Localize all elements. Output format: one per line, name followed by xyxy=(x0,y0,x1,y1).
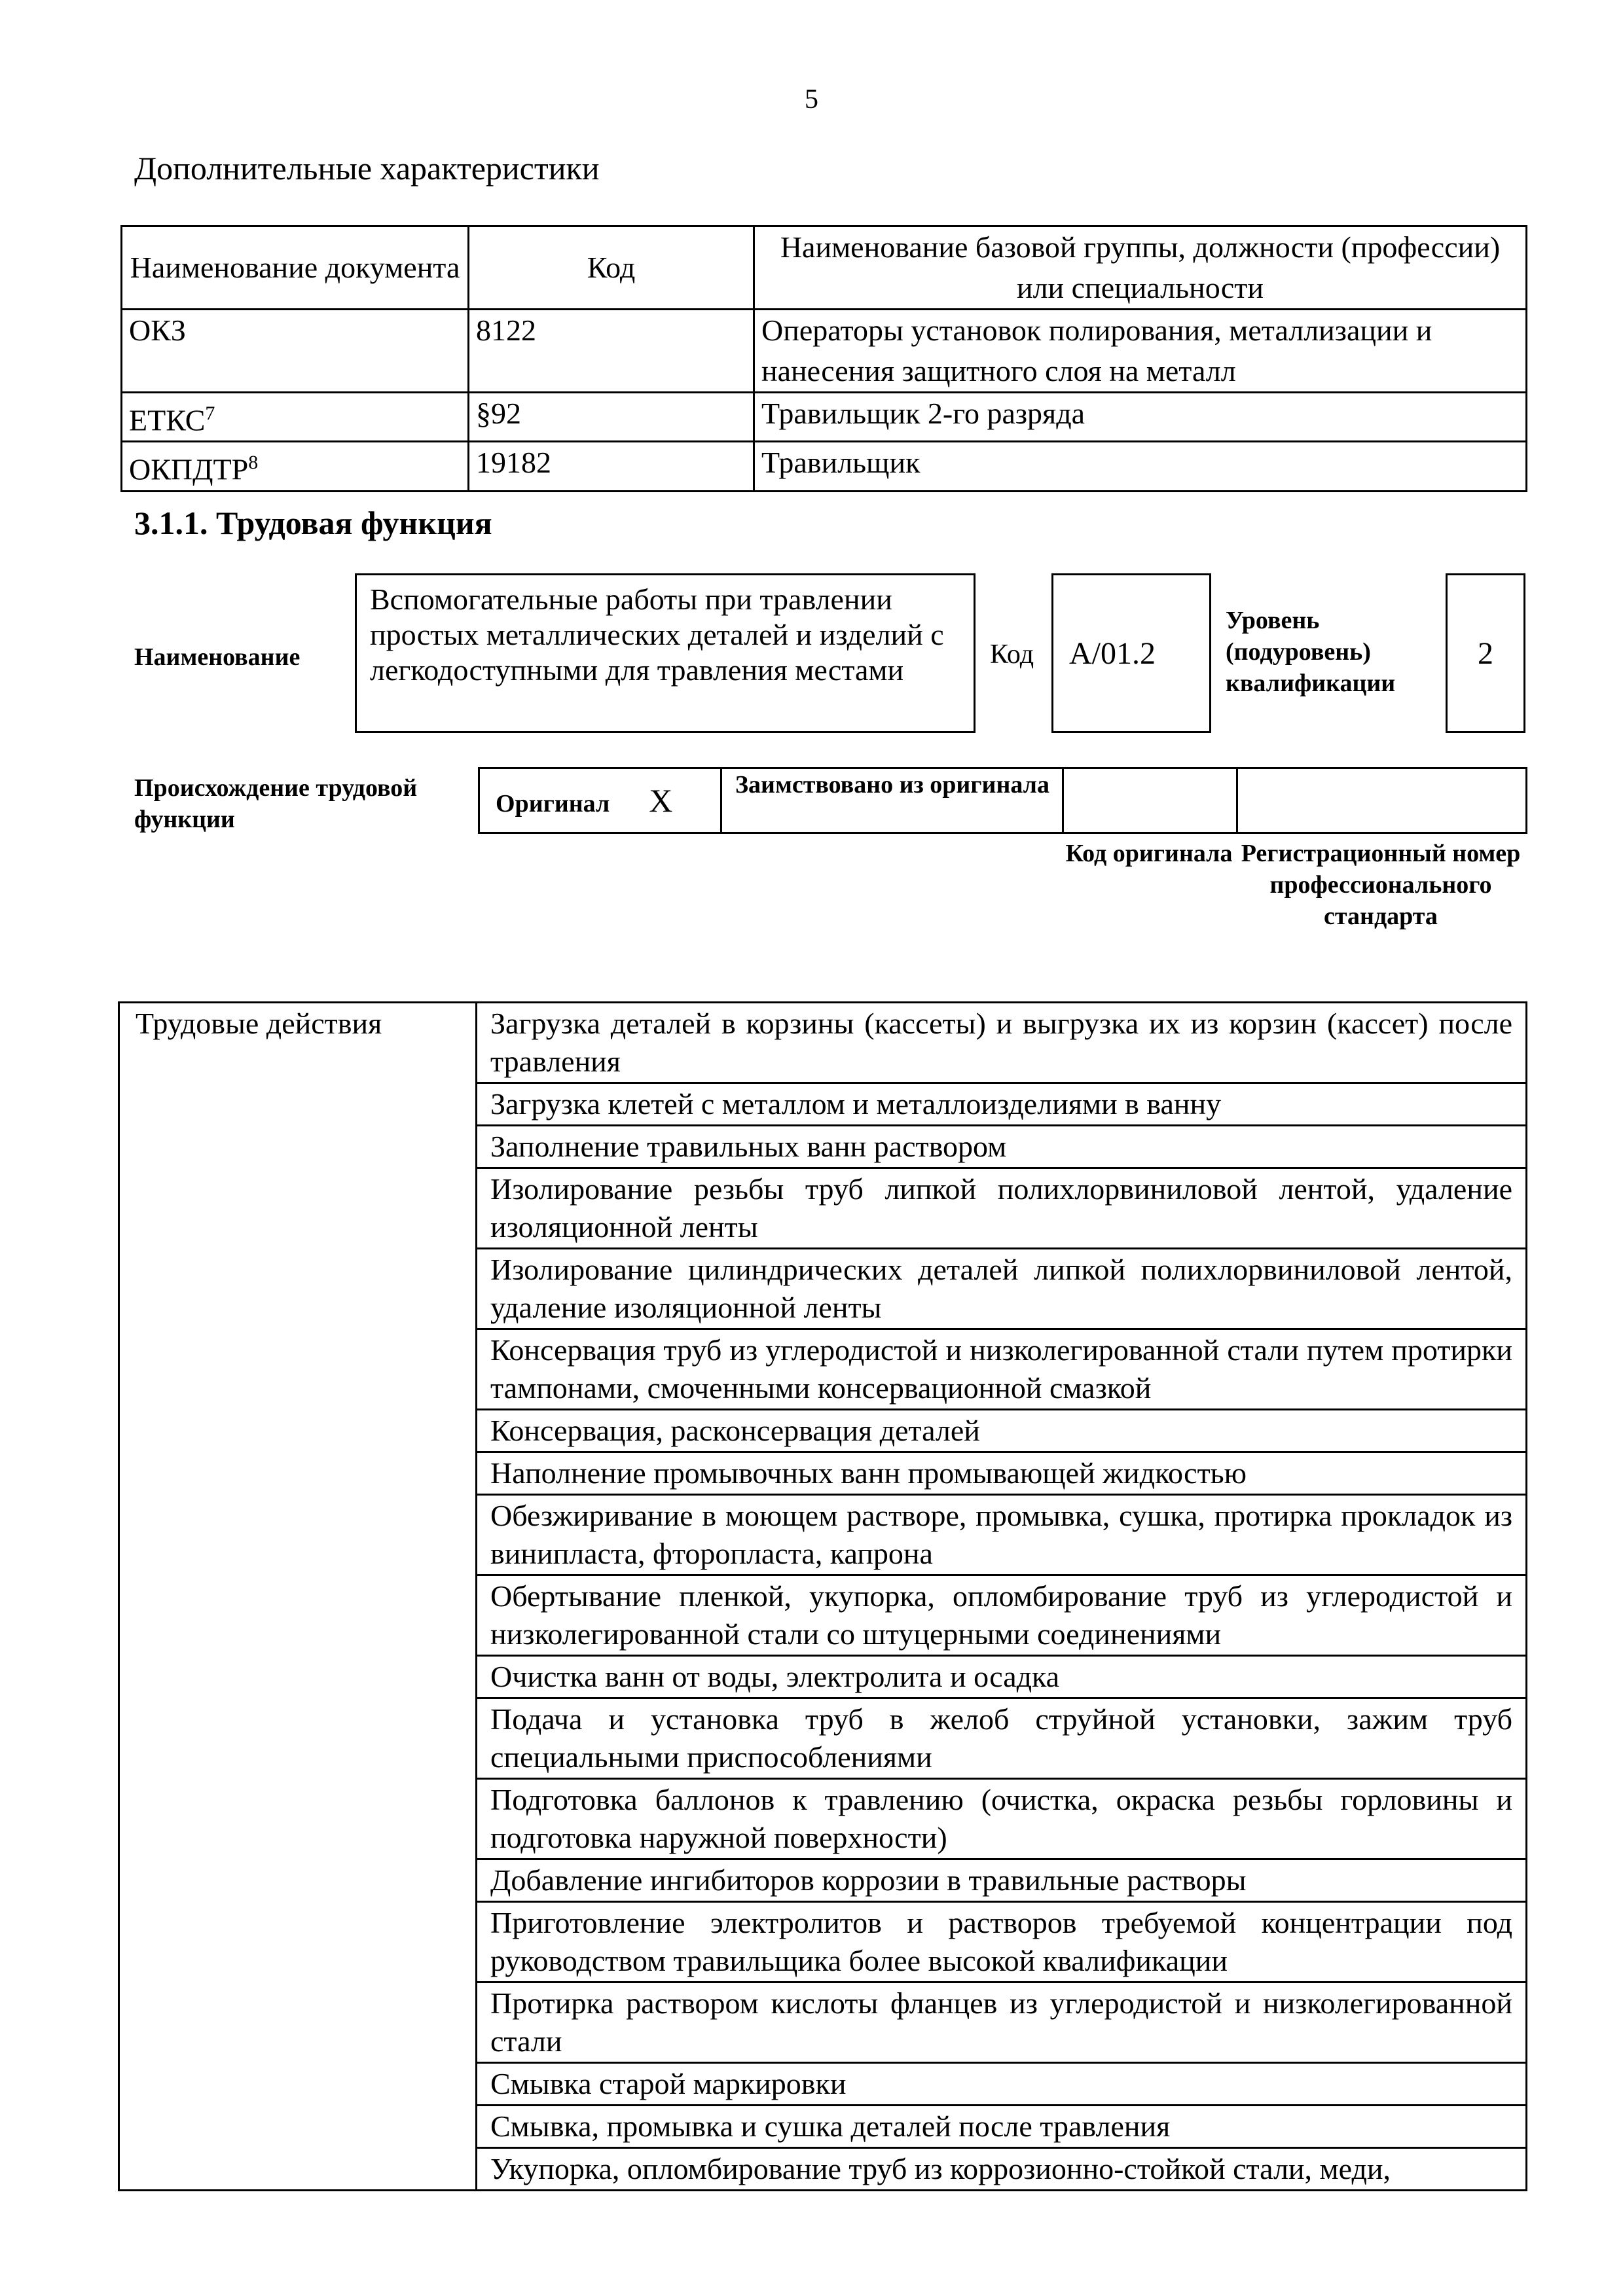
footnote-mark: 7 xyxy=(205,403,215,424)
doc-code: 19182 xyxy=(469,442,754,491)
action-item: Смывка старой маркировки xyxy=(477,2063,1527,2106)
table-row xyxy=(122,442,1527,491)
action-item: Приготовление электролитов и растворов требуемой концентрации под руководством травильщика более высокой квалификации xyxy=(477,1902,1527,1982)
action-item: Загрузка деталей в корзины (кассеты) и выгрузка их из корзин (кассет) после травления xyxy=(477,1003,1527,1083)
action-item: Обезжиривание в моющем растворе, промывка, сушка, протирка прокладок из винипласта, фторопласта, капрона xyxy=(477,1495,1527,1575)
origin-original: Оригинал xyxy=(496,790,610,817)
registration-number-cell xyxy=(1237,768,1527,833)
action-item: Консервация труб из углеродистой и низколегированной стали путем протирки тампонами, смоченными консервационной смазкой xyxy=(477,1329,1527,1410)
action-item: Укупорка, опломбирование труб из коррозионно-стойкой стали, меди, xyxy=(477,2148,1527,2191)
action-item: Протирка раствором кислоты фланцев из углеродистой и низколегированной стали xyxy=(477,1982,1527,2063)
origin-original-cell xyxy=(479,768,721,833)
action-item: Обертывание пленкой, укупорка, опломбирование труб из углеродистой и низколегированной стали со штуцерными соединениями xyxy=(477,1575,1527,1656)
table-row xyxy=(122,393,1527,442)
action-item: Добавление ингибиторов коррозии в травильные растворы xyxy=(477,1859,1527,1902)
origin-label: Происхождение трудовой функции xyxy=(134,774,418,833)
qualification-level-label: Уровень (подуровень) квалификации xyxy=(1226,607,1396,697)
group-name: Травильщик 2-го разряда xyxy=(754,393,1527,442)
page-number: 5 xyxy=(805,84,818,115)
action-item: Консервация, расконсервация деталей xyxy=(477,1410,1527,1452)
footnote-mark: 8 xyxy=(248,452,259,474)
table-row xyxy=(119,1003,1527,1083)
doc-name: ОКПДТР xyxy=(129,452,249,486)
group-name: Травильщик xyxy=(754,442,1527,491)
action-item: Наполнение промывочных ванн промывающей жидкостью xyxy=(477,1452,1527,1495)
characteristics-table xyxy=(120,225,1527,492)
function-code: A/01.2 xyxy=(1051,573,1211,733)
doc-code: §92 xyxy=(469,393,754,442)
header-code: Код xyxy=(469,226,754,310)
function-name-label: Наименование xyxy=(134,643,301,671)
function-heading: 3.1.1. Трудовая функция xyxy=(134,505,492,541)
doc-name: ЕТКС xyxy=(129,403,206,437)
original-code-caption: Код оригинала xyxy=(1065,840,1233,867)
qualification-level: 2 xyxy=(1446,573,1525,733)
original-code-cell xyxy=(1063,768,1237,833)
labor-actions-label: Трудовые действия xyxy=(119,1003,477,2191)
action-item: Изолирование резьбы труб липкой полихлорвиниловой лентой, удаление изоляционной ленты xyxy=(477,1168,1527,1249)
doc-code: 8122 xyxy=(469,310,754,393)
action-item: Подача и установка труб в желоб струйной установки, зажим труб специальными приспособлениями xyxy=(477,1698,1527,1779)
function-code-label: Код xyxy=(990,639,1034,670)
action-item: Загрузка клетей с металлом и металлоизделиями в ванну xyxy=(477,1083,1527,1126)
action-item: Смывка, промывка и сушка деталей после травления xyxy=(477,2106,1527,2148)
doc-name: ОКЗ xyxy=(129,314,186,347)
header-group-name: Наименование базовой группы, должности (профессии) или специальности xyxy=(754,226,1527,310)
action-item: Подготовка баллонов к травлению (очистка, окраска резьбы горловины и подготовка наружной поверхности) xyxy=(477,1779,1527,1859)
origin-borrowed: Заимствовано из оригинала xyxy=(721,768,1063,833)
function-name: Вспомогательные работы при травлении простых металлических деталей и изделий с легкодоступными для травления местами xyxy=(355,573,976,733)
header-document: Наименование документа xyxy=(122,226,469,310)
action-item: Очистка ванн от воды, электролита и осадка xyxy=(477,1656,1527,1698)
origin-table xyxy=(478,767,1527,834)
action-item: Заполнение травильных ванн раствором xyxy=(477,1126,1527,1168)
group-name: Операторы установок полирования, металлизации и нанесения защитного слоя на металл xyxy=(754,310,1527,393)
section-title: Дополнительные характеристики xyxy=(134,150,600,187)
origin-mark: X xyxy=(649,782,673,819)
labor-actions-table xyxy=(118,1001,1527,2191)
action-item: Изолирование цилиндрических деталей липкой полихлорвиниловой лентой, удаление изоляционной ленты xyxy=(477,1249,1527,1329)
registration-number-caption: Регистрационный номер профессионального стандарта xyxy=(1241,840,1521,930)
table-row xyxy=(122,310,1527,393)
